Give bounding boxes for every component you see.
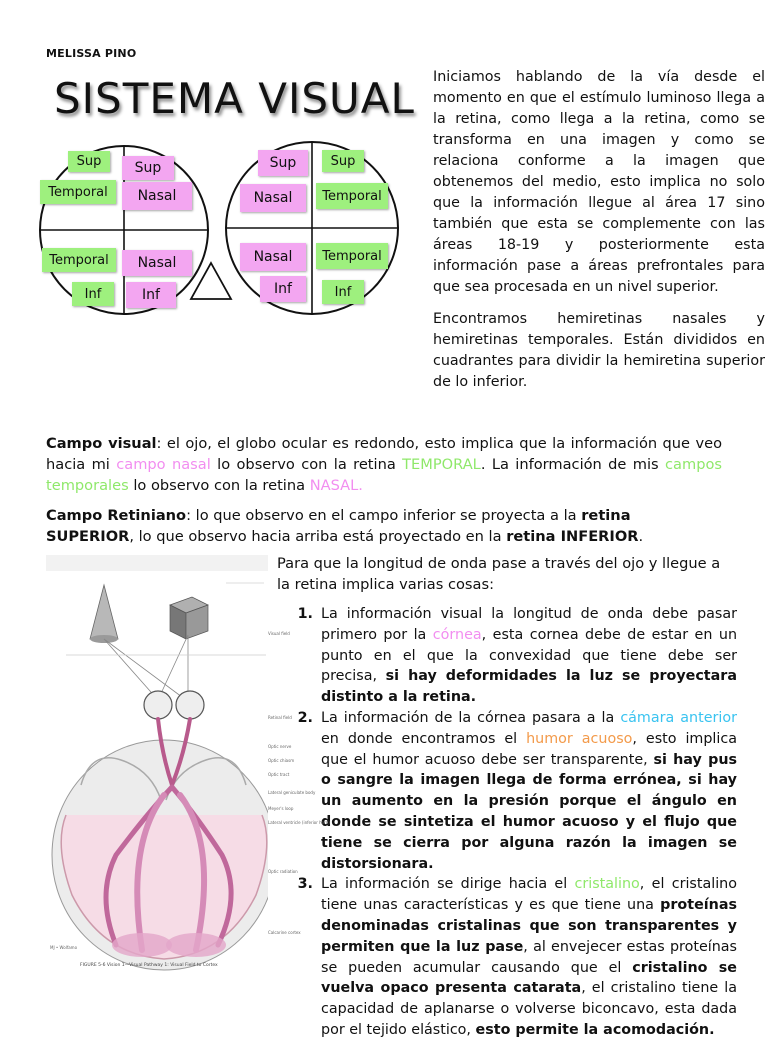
keyword-campo-nasal: campo nasal (116, 456, 211, 473)
right-eye-quadrant-diagram (224, 140, 400, 316)
label-left-inf-green: Inf (72, 282, 114, 306)
figure-caption: FIGURE 5-6 Vision 1—Visual Pathway 1: Visual Field to Cortex (80, 963, 218, 968)
intro-paragraph-1: Iniciamos hablando de la vía desde el momento en que el estímulo luminoso llega a la retina, como llega a la retina, como se transforma en una imagen y como se relaciona conforme a la imagen que obtenemos del medio, esto implica no solo que la información llegue al área 17 sino también que esta se complemente con las áreas 18-19 y posteriormente esta información pase a áreas prefrontales para que sea procesada en un nivel superior. (433, 69, 765, 295)
text-run: , el cristalino tiene unas características y es que tiene una (321, 876, 737, 914)
keyword-cristalino: cristalino (574, 876, 640, 893)
author-name: MELISSA PINO (46, 47, 137, 60)
label-left-nasal-top: Nasal (122, 182, 192, 210)
figure-side-label: Visual field (268, 631, 290, 636)
intro-text (433, 67, 765, 404)
label-right-inf-pink: Inf (260, 276, 306, 302)
page-title: SISTEMA VISUAL (54, 74, 415, 123)
keyword-campos-temporales: campos temporales (46, 456, 723, 494)
figure-credit: MJ • Wolfamo (50, 945, 78, 950)
text-run: , esta cornea debe de estar en un punto en el que la convexidad que tiene debe ser precisa, (321, 626, 738, 685)
text-run: : el ojo, el globo ocular es redondo, esto implica que la información que veo hacia mi (46, 435, 722, 473)
figure-side-label: Calcarine cortex (268, 930, 301, 935)
list-item (277, 708, 737, 874)
figure-side-label: Optic radiation (268, 869, 298, 874)
label-left-temporal-top: Temporal (40, 180, 116, 204)
keyword-humor-acuoso: humor acuoso (526, 730, 633, 747)
label-left-inf-pink: Inf (126, 282, 176, 308)
text-run: , el cristalino tiene la capacidad de aplanarse o volverse biconcavo, esta dada por el tejido elástico, (321, 980, 737, 1038)
intro-paragraph-2: Encontramos hemiretinas nasales y hemiretinas temporales. Están divididos en cuadrantes para dividir la hemiretina superior de lo inferior. (433, 311, 765, 390)
list-item-text (321, 604, 737, 708)
keyword-cornea: córnea (432, 626, 482, 643)
label-right-nasal-bottom: Nasal (240, 243, 306, 271)
text-run: , lo que observo hacia arriba está proyectado en la (129, 528, 507, 545)
bold-run: si hay deformidades la luz se proyectara distinto a la retina. (321, 668, 737, 706)
text-run: en donde encontramos el (321, 730, 527, 747)
bold-run: cristalino se vuelva opaco presenta catarata (321, 959, 738, 997)
text-run: La información se dirige hacia el (321, 876, 575, 893)
keyword-camara-anterior: cámara anterior (620, 709, 737, 726)
bold-run: retina INFERIOR (506, 528, 639, 545)
list-item (277, 874, 737, 1040)
bold-run: retina SUPERIOR (46, 507, 631, 545)
label-right-sup-green: Sup (322, 150, 364, 172)
figure-side-label: Optic nerve (268, 744, 292, 749)
label-left-nasal-bottom: Nasal (122, 250, 192, 276)
label-right-temporal-top: Temporal (316, 183, 388, 209)
visual-pathway-figure (46, 555, 268, 973)
campo-visual-label: Campo visual (46, 435, 157, 452)
campo-visual-paragraph (46, 433, 722, 496)
campo-retiniano-label: Campo Retiniano (46, 507, 187, 524)
label-left-sup-green: Sup (68, 151, 110, 172)
text-run: . (638, 528, 644, 545)
text-run: . La información de mis (480, 456, 666, 473)
list-number: 3. (297, 876, 313, 893)
list-number: 1. (297, 606, 313, 622)
label-left-temporal-bottom: Temporal (42, 248, 116, 272)
label-right-sup-pink: Sup (258, 150, 308, 176)
figure-side-label: Meyer's loop (268, 806, 294, 811)
campo-retiniano-paragraph (46, 505, 722, 547)
label-right-inf-green: Inf (322, 280, 364, 304)
label-right-nasal-top: Nasal (240, 184, 306, 212)
text-run: La información de la córnea pasara a la (321, 709, 621, 726)
bold-run: si hay pus o sangre la imagen llega de forma errónea, si hay un aumento en la presión porque el ángulo en donde se sintetiza el humor acuoso y el flujo que tiene se cierra por alguna razón la imagen se distorsionara. (321, 751, 738, 872)
text-run: , al envejecer estas proteínas se pueden acumular causando que el (321, 938, 738, 976)
text-run: : lo que observo en el campo inferior se proyecta a la (186, 507, 582, 524)
figure-side-label: Lateral ventricle (inferior horn) (268, 820, 330, 825)
list-number: 2. (297, 709, 313, 726)
figure-side-label: Lateral geniculate body (268, 790, 316, 795)
list-item (277, 604, 737, 708)
keyword-temporal: TEMPORAL (402, 456, 481, 473)
keyword-nasal: NASAL. (309, 477, 363, 494)
steps-list (277, 604, 737, 1041)
figure-side-label: Optic tract (268, 772, 290, 777)
text-run: lo observo con la retina (128, 477, 310, 494)
text-run: , esto implica que el humor acuoso debe ser transparente, (321, 730, 737, 768)
label-right-temporal-bottom: Temporal (316, 243, 388, 269)
label-left-sup-pink: Sup (122, 156, 174, 180)
list-item-text (321, 874, 737, 1040)
figure-label-column (268, 0, 269, 1)
list-intro-text: Para que la longitud de onda pase a través del ojo y llegue a la retina implica varias cosas: (277, 555, 721, 593)
list-item-text (321, 708, 737, 874)
text-run: lo observo con la retina (210, 456, 403, 473)
bold-run: esto permite la acomodación. (475, 1021, 715, 1038)
text-run: La información visual la longitud de onda debe pasar primero por la (321, 606, 737, 643)
figure-side-label: Optic chiasm (268, 758, 295, 763)
figure-side-label: Retinal field (268, 715, 292, 720)
bold-run: proteínas denominadas cristalinas que son transparentes y permiten que la luz pase (321, 897, 737, 955)
